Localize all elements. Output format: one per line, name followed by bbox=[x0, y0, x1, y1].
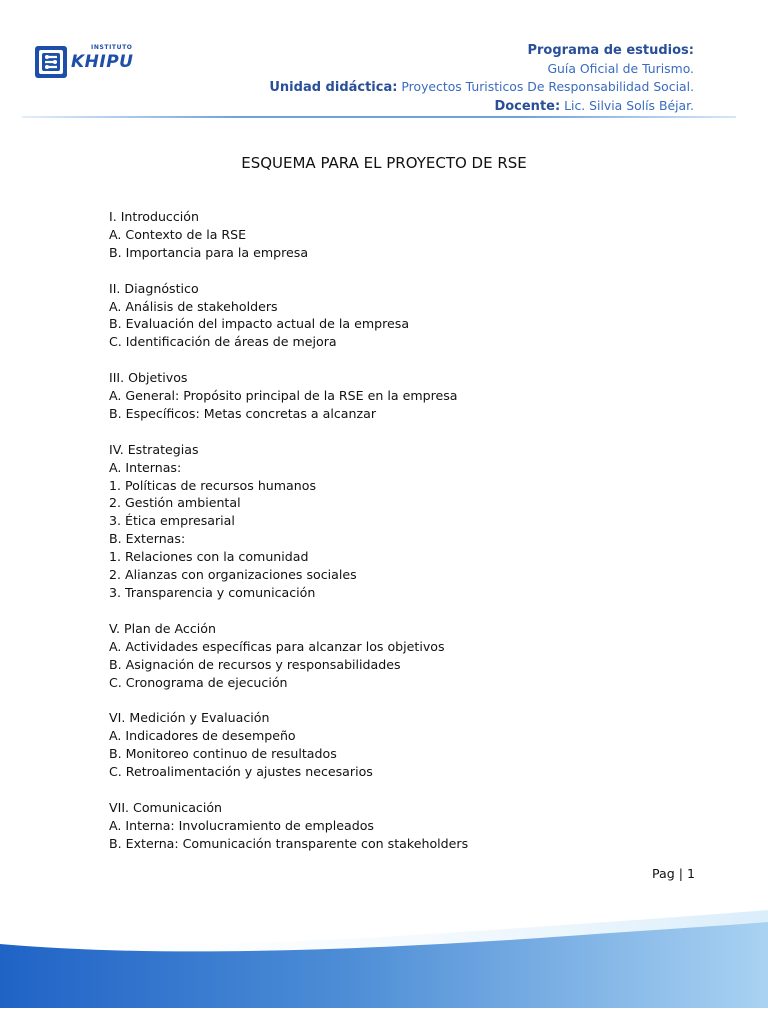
outline-section bbox=[109, 620, 468, 692]
document-title: ESQUEMA PARA EL PROYECTO DE RSE bbox=[241, 154, 527, 172]
outline-item: 3. Transparencia y comunicación bbox=[109, 584, 316, 600]
outline-item: B. Evaluación del impacto actual de la empresa bbox=[109, 316, 410, 332]
outline-item: 2. Alianzas con organizaciones sociales bbox=[109, 567, 357, 583]
teacher-value: Lic. Silvia Solís Béjar. bbox=[564, 98, 694, 113]
program-row bbox=[269, 41, 694, 60]
footer-wave bbox=[0, 900, 768, 1024]
outline-item: B. Específicos: Metas concretas a alcanzar bbox=[109, 405, 377, 421]
outline-item: B. Importancia para la empresa bbox=[109, 244, 309, 260]
outline-section bbox=[109, 799, 468, 853]
outline-section bbox=[109, 208, 468, 262]
outline-item: A. Contexto de la RSE bbox=[109, 226, 247, 242]
outline-item: B. Externa: Comunicación transparente con stakeholders bbox=[109, 835, 469, 851]
outline-section bbox=[109, 441, 468, 602]
outline-item: 1. Políticas de recursos humanos bbox=[109, 477, 317, 493]
section-heading: II. Diagnóstico bbox=[109, 280, 199, 296]
document-header bbox=[269, 41, 694, 116]
section-heading: I. Introducción bbox=[109, 209, 199, 224]
teacher-label: Docente: bbox=[494, 99, 561, 114]
outline-section bbox=[109, 280, 468, 352]
logo-name: KHIPU bbox=[71, 52, 134, 72]
outline-item: 2. Gestión ambiental bbox=[109, 495, 241, 511]
program-label: Programa de estudios: bbox=[527, 43, 694, 58]
outline-section bbox=[109, 369, 468, 423]
section-heading: V. Plan de Acción bbox=[109, 620, 216, 636]
outline-item: A. General: Propósito principal de la RSE en la empresa bbox=[109, 388, 458, 404]
khipu-logo-icon bbox=[33, 44, 69, 80]
outline-item: A. Interna: Involucramiento de empleados bbox=[109, 817, 374, 833]
unit-row bbox=[269, 78, 694, 97]
outline-item: C. Retroalimentación y ajustes necesarios bbox=[109, 764, 373, 780]
program-value: Guía Oficial de Turismo. bbox=[547, 61, 694, 76]
section-heading: IV. Estrategias bbox=[109, 441, 199, 457]
logo-subtitle: INSTITUTO bbox=[91, 44, 133, 51]
outline-item: B. Asignación de recursos y responsabilidades bbox=[109, 656, 401, 672]
outline-item: B. Externas: bbox=[109, 531, 186, 547]
outline-item: B. Monitoreo continuo de resultados bbox=[109, 746, 337, 762]
outline bbox=[109, 208, 468, 870]
page-label: Pag bbox=[651, 866, 675, 881]
institute-logo bbox=[33, 44, 145, 80]
page-number bbox=[652, 866, 695, 881]
page-separator: | bbox=[678, 866, 683, 881]
program-value-row bbox=[269, 60, 694, 78]
outline-item: 3. Ética empresarial bbox=[109, 513, 235, 529]
section-heading: VII. Comunicación bbox=[109, 799, 223, 815]
outline-item: C. Cronograma de ejecución bbox=[109, 674, 288, 690]
outline-item: A. Actividades específicas para alcanzar los objetivos bbox=[109, 638, 445, 654]
outline-section bbox=[109, 709, 468, 781]
teacher-row bbox=[269, 97, 694, 116]
section-heading: VI. Medición y Evaluación bbox=[109, 710, 270, 726]
header-divider bbox=[22, 116, 736, 118]
outline-item: A. Análisis de stakeholders bbox=[109, 298, 278, 314]
unit-label: Unidad didáctica: bbox=[269, 80, 398, 95]
outline-item: 1. Relaciones con la comunidad bbox=[109, 549, 309, 565]
outline-item: C. Identificación de áreas de mejora bbox=[109, 334, 337, 350]
outline-item: A. Indicadores de desempeño bbox=[109, 728, 296, 744]
page-number-value: 1 bbox=[686, 866, 695, 881]
outline-item: A. Internas: bbox=[109, 459, 182, 475]
unit-value: Proyectos Turisticos De Responsabilidad Social. bbox=[401, 79, 694, 94]
section-heading: III. Objetivos bbox=[109, 370, 188, 386]
